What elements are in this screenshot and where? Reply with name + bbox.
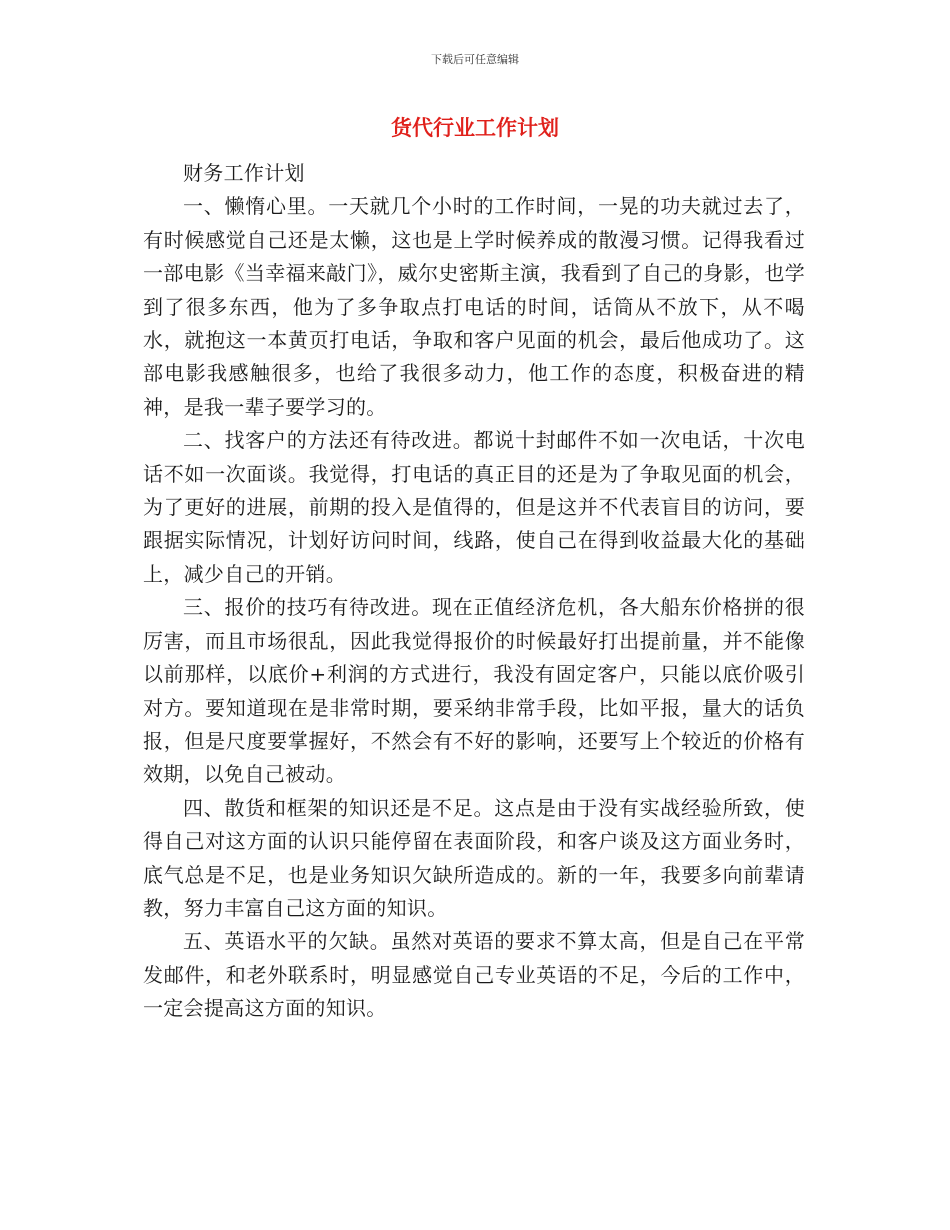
header-note: 下载后可任意编辑 xyxy=(431,53,519,66)
paragraph-subtitle: 财务工作计划 xyxy=(183,161,305,185)
paragraph-2: 二、找客户的方法还有待改进。都说十封邮件不如一次电话，十次电话不如一次面谈。我觉得，打电话的真正目的还是为了争取见面的机会，为了更好的进展，前期的投入是值得的，但是这并不代表盲目的访问，要跟据实际情况，计划好访问时间，线路，使自己在得到收益最大化的基础上，减少自己的开销。 xyxy=(143,428,805,586)
document-title: 货代行业工作计划 xyxy=(391,115,559,140)
paragraph-5: 五、英语水平的欠缺。虽然对英语的要求不算太高，但是自己在平常发邮件，和老外联系时，明显感觉自己专业英语的不足，今后的工作中，一定会提高这方面的知识。 xyxy=(143,929,805,1021)
document-body xyxy=(143,157,805,1026)
paragraph-3: 三、报价的技巧有待改进。现在正值经济危机，各大船东价格拼的很厉害，而且市场很乱，因此我觉得报价的时候最好打出提前量，并不能像以前那样，以底价+利润的方式进行，我没有固定客户，只能以底价吸引对方。要知道现在是非常时期，要采纳非常手段，比如平报，量大的话负报，但是尺度要掌握好，不然会有不好的影响，还要写上个较近的价格有效期，以免自己被动。 xyxy=(143,595,805,787)
paragraph-1: 一、懒惰心里。一天就几个小时的工作时间，一晃的功夫就过去了，有时候感觉自己还是太懒，这也是上学时候养成的散漫习惯。记得我看过一部电影《当幸福来敲门》，威尔史密斯主演，我看到了自己的身影，也学到了很多东西，他为了多争取点打电话的时间，话筒从不放下，从不喝水，就抱这一本黄页打电话，争取和客户见面的机会，最后他成功了。这部电影我感触很多，也给了我很多动力，他工作的态度，积极奋进的精神，是我一辈子要学习的。 xyxy=(143,194,805,419)
paragraph-4: 四、散货和框架的知识还是不足。这点是由于没有实战经验所致，使得自己对这方面的认识只能停留在表面阶段，和客户谈及这方面业务时，底气总是不足，也是业务知识欠缺所造成的。新的一年，我要多向前辈请教，努力丰富自己这方面的知识。 xyxy=(143,795,805,920)
